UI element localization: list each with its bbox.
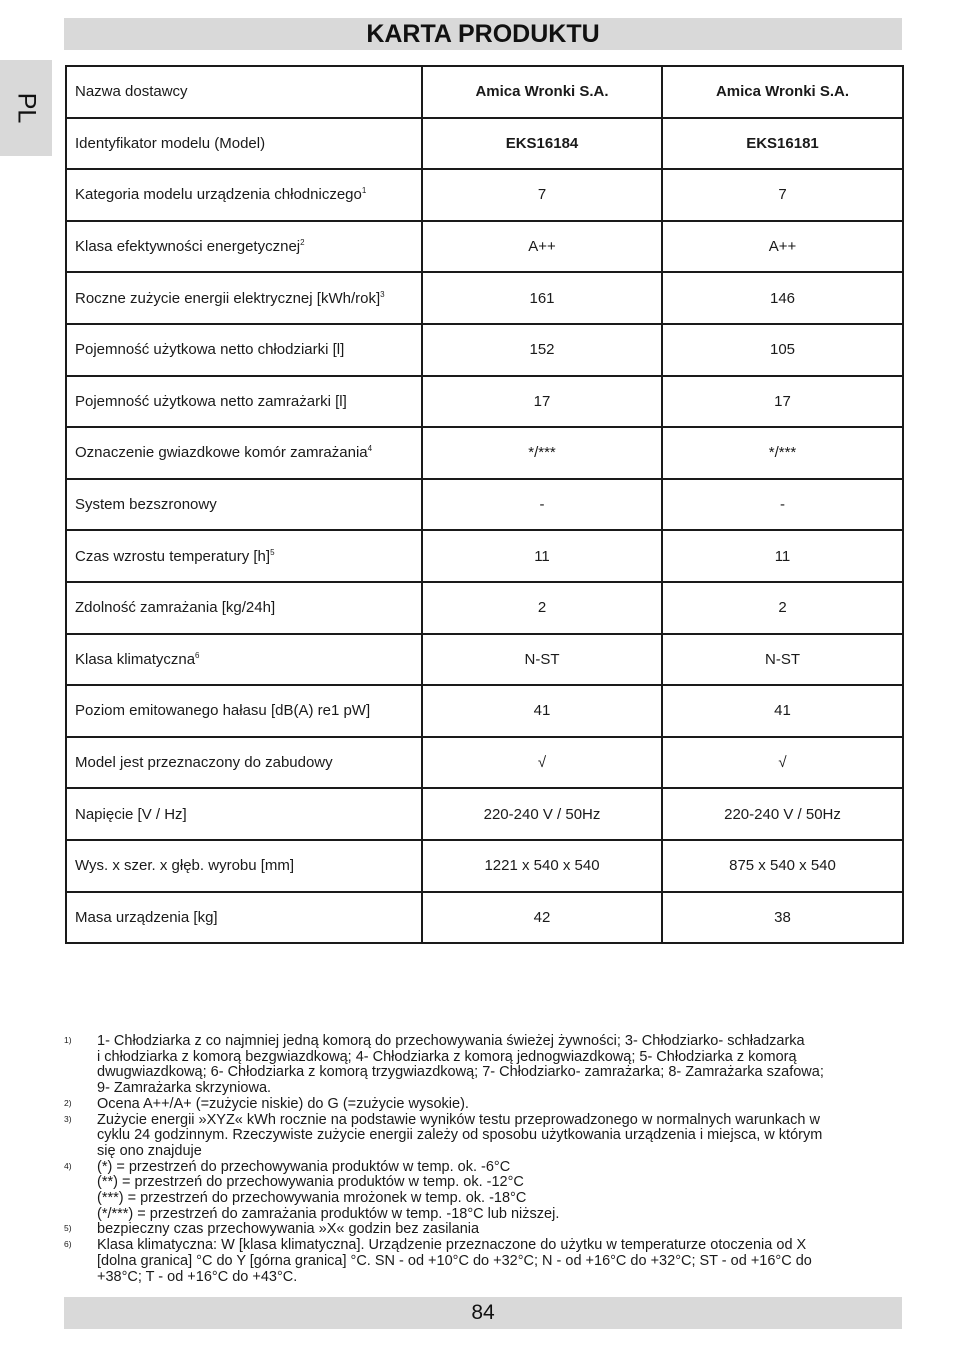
footnote-number: 6) (64, 1239, 72, 1250)
value-cell-model-2: 7 (662, 169, 903, 221)
footnote-number: 1) (64, 1035, 72, 1045)
row-label (66, 479, 422, 531)
value-cell-model-1: 152 (422, 324, 662, 376)
footnote-number: 4) (64, 1160, 72, 1171)
page-title: KARTA PRODUKTU (64, 18, 902, 50)
footnote-item (64, 1113, 902, 1160)
table-row (66, 737, 903, 789)
value-cell-model-1: */*** (422, 427, 662, 479)
value-cell-model-2: 875 x 540 x 540 (662, 840, 903, 892)
row-label-text: Model jest przeznaczony do zabudowy (75, 754, 333, 772)
row-label-text: Klasa efektywności energetycznej (75, 238, 301, 256)
value-cell-model-2: N-ST (662, 634, 903, 686)
footnote-item (64, 1238, 902, 1285)
footnote-text: [dolna granica] °C do Y [górna granica] °C. SN - od +10°C do +32°C; N - od +16°C do +32°C; ST - od +16°C do (97, 1252, 812, 1269)
page-number: 84 (471, 1301, 495, 1324)
value-cell-model-2: 41 (662, 685, 903, 737)
value-cell-model-2: */*** (662, 427, 903, 479)
value-cell-model-1: 161 (422, 272, 662, 324)
value-cell-model-1: 42 (422, 892, 662, 944)
footnote-text: się ono znajduje (97, 1142, 202, 1159)
row-label (66, 221, 422, 273)
row-label-text: Roczne zużycie energii elektrycznej [kWh/rok] (75, 289, 381, 307)
row-label-text: Zdolność zamrażania [kg/24h] (75, 599, 276, 617)
table-row (66, 427, 903, 479)
table-row (66, 376, 903, 428)
table-row (66, 788, 903, 840)
value-cell-model-1: 11 (422, 530, 662, 582)
value-cell-model-2: 2 (662, 582, 903, 634)
value-cell-model-1: 7 (422, 169, 662, 221)
row-label (66, 737, 422, 789)
value-cell-model-1: A++ (422, 221, 662, 273)
row-label-text: Poziom emitowanego hałasu [dB(A) re1 pW] (75, 702, 371, 720)
row-label (66, 272, 422, 324)
product-spec-table (65, 65, 904, 944)
row-label (66, 324, 422, 376)
table-row (66, 324, 903, 376)
row-label (66, 634, 422, 686)
footnotes (64, 1034, 902, 1285)
row-label (66, 582, 422, 634)
row-label-text: Czas wzrostu temperatury [h] (75, 547, 271, 565)
footnote-number: 5) (64, 1223, 72, 1234)
row-label (66, 66, 422, 118)
row-label (66, 892, 422, 944)
table-row (66, 118, 903, 170)
row-label-text: Identyfikator modelu (Model) (75, 134, 266, 152)
value-cell-model-1: 17 (422, 376, 662, 428)
row-label (66, 530, 422, 582)
footnote-ref: 1 (361, 186, 367, 196)
table-row (66, 685, 903, 737)
table-row (66, 221, 903, 273)
footnote-ref: 6 (195, 650, 200, 660)
value-cell-model-1: 2 (422, 582, 662, 634)
footnote-number: 2) (64, 1097, 72, 1108)
footnote-text: +38°C; T - od +16°C do +43°C. (97, 1268, 298, 1285)
footnote-text: bezpieczny czas przechowywania »X« godzin bez zasilania (97, 1221, 480, 1238)
value-cell-model-2: 17 (662, 376, 903, 428)
value-cell-model-2: - (662, 479, 903, 531)
value-cell-model-1: 41 (422, 685, 662, 737)
value-cell-model-2: Amica Wronki S.A. (662, 66, 903, 118)
row-label (66, 840, 422, 892)
row-label-text: Pojemność użytkowa netto chłodziarki [l] (75, 341, 345, 359)
footnote-ref: 3 (380, 289, 385, 299)
table-row (66, 272, 903, 324)
value-cell-model-1: EKS16184 (422, 118, 662, 170)
row-label-text: Klasa klimatyczna (75, 650, 196, 668)
footnote-text: Zużycie energii »XYZ« kWh rocznie na podstawie wyników testu przeprowadzonego w normalnych warunkach w (97, 1111, 820, 1128)
page-number-bar (64, 1297, 902, 1329)
table-row (66, 169, 903, 221)
footnote-ref: 2 (300, 238, 305, 248)
value-cell-model-1: N-ST (422, 634, 662, 686)
row-label-text: System bezszronowy (75, 496, 217, 514)
row-label (66, 169, 422, 221)
spec-table-body (66, 66, 903, 943)
value-cell-model-1: 220-240 V / 50Hz (422, 788, 662, 840)
table-row (66, 582, 903, 634)
footnote-ref: 4 (367, 444, 373, 454)
table-row (66, 840, 903, 892)
row-label-text: Nazwa dostawcy (75, 83, 188, 101)
footnote-text: i chłodziarka z komorą bezgwiazdkową; 4- Chłodziarka z komorą jednogwiazdkową; 5- Chłodziarka z komorą (97, 1048, 797, 1065)
footnote-text: (*) = przestrzeń do przechowywania produktów w temp. ok. -6°C (97, 1158, 511, 1175)
row-label-text: Wys. x szer. x głęb. wyrobu [mm] (75, 857, 295, 875)
value-cell-model-2: 220-240 V / 50Hz (662, 788, 903, 840)
footnote-text: 1- Chłodziarka z co najmniej jedną komorą do przechowywania świeżej żywności; 3- Chłodziarko- schładzarka (97, 1033, 805, 1049)
footnote-text: cyklu 24 godzinnym. Rzeczywiste zużycie energii zależy od sposobu użytkowania urządzenia i miejsca, w którym (97, 1127, 823, 1144)
footnote-text: dwugwiazdkową; 6- Chłodziarka z komorą trzygwiazdkową; 7- Chłodziarko- zamrażarka; 8- Zamrażarka szafowa; (97, 1064, 824, 1081)
value-cell-model-1: - (422, 479, 662, 531)
footnote-item (64, 1097, 902, 1113)
footnote-number: 3) (64, 1113, 72, 1124)
row-label (66, 788, 422, 840)
value-cell-model-1: √ (422, 737, 662, 789)
value-cell-model-2: 146 (662, 272, 903, 324)
value-cell-model-2: A++ (662, 221, 903, 273)
footnote-item (64, 1222, 902, 1238)
footnote-text: Ocena A++/A+ (=zużycie niskie) do G (=zużycie wysokie). (97, 1095, 469, 1112)
table-row (66, 892, 903, 944)
footnote-text: (**) = przestrzeń do przechowywania produktów w temp. ok. -12°C (97, 1174, 524, 1191)
row-label (66, 685, 422, 737)
footnote-ref: 5 (270, 547, 275, 557)
table-row (66, 66, 903, 118)
row-label-text: Pojemność użytkowa netto zamrażarki [l] (75, 392, 347, 410)
row-label-text: Napięcie [V / Hz] (75, 805, 187, 823)
table-row (66, 530, 903, 582)
footnote-text: 9- Zamrażarka skrzyniowa. (97, 1080, 272, 1097)
language-tab (0, 60, 52, 156)
row-label-text: Kategoria modelu urządzenia chłodniczego (75, 186, 362, 204)
language-label: PL (12, 92, 41, 124)
footnote-item (64, 1034, 902, 1097)
value-cell-model-2: 11 (662, 530, 903, 582)
value-cell-model-2: 38 (662, 892, 903, 944)
footnote-text: (*/***) = przestrzeń do zamrażania produktów w temp. -18°C lub niższej. (97, 1205, 560, 1222)
row-label (66, 427, 422, 479)
value-cell-model-1: Amica Wronki S.A. (422, 66, 662, 118)
value-cell-model-2: √ (662, 737, 903, 789)
row-label (66, 118, 422, 170)
value-cell-model-1: 1221 x 540 x 540 (422, 840, 662, 892)
footnote-item (64, 1160, 902, 1223)
row-label-text: Masa urządzenia [kg] (75, 908, 218, 926)
value-cell-model-2: EKS16181 (662, 118, 903, 170)
footnote-text: (***) = przestrzeń do przechowywania mrożonek w temp. ok. -18°C (97, 1190, 527, 1207)
footnote-text: Klasa klimatyczna: W [klasa klimatyczna]. Urządzenie przeznaczone do użytku w temperaturze otoczenia od X (97, 1237, 807, 1254)
value-cell-model-2: 105 (662, 324, 903, 376)
table-row (66, 634, 903, 686)
table-row (66, 479, 903, 531)
row-label (66, 376, 422, 428)
row-label-text: Oznaczenie gwiazdkowe komór zamrażania (75, 444, 368, 462)
